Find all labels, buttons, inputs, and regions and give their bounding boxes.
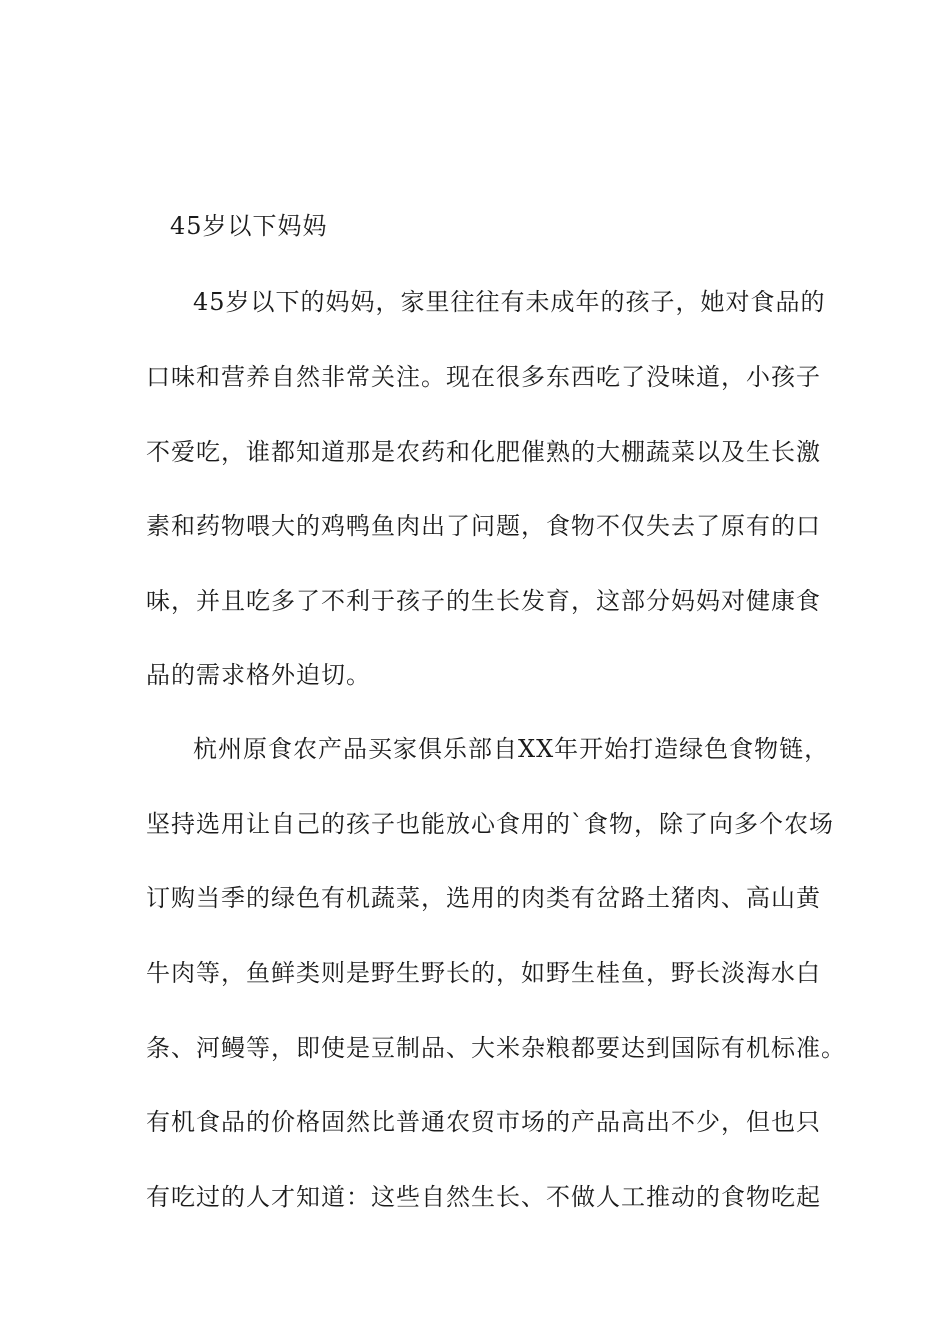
paragraph-1-line-4: 素和药物喂大的鸡鸭鱼肉出了问题，食物不仅失去了原有的口 (146, 512, 821, 540)
paragraph-2-line-4: 牛肉等，鱼鲜类则是野生野长的，如野生桂鱼，野长淡海水白 (146, 959, 821, 987)
paragraph-2-line-2: 坚持选用让自己的孩子也能放心食用的`食物，除了向多个农场 (146, 810, 834, 838)
paragraph-2-line-5: 条、河鳗等，即使是豆制品、大米杂粮都要达到国际有机标准。 (146, 1034, 846, 1062)
paragraph-2-line-3: 订购当季的绿色有机蔬菜，选用的肉类有岔路土猪肉、高山黄 (146, 884, 821, 912)
paragraph-1-line-2: 口味和营养自然非常关注。现在很多东西吃了没味道，小孩子 (146, 363, 821, 391)
paragraph-1-line-3: 不爱吃，谁都知道那是农药和化肥催熟的大棚蔬菜以及生长激 (146, 438, 821, 466)
paragraph-2-line-7: 有吃过的人才知道：这些自然生长、不做人工推动的食物吃起 (146, 1183, 821, 1211)
section-heading: 45岁以下妈妈 (170, 212, 328, 240)
paragraph-1-line-1: 45岁以下的妈妈，家里往往有未成年的孩子，她对食品的 (193, 288, 826, 316)
paragraph-1-line-6: 品的需求格外迫切。 (146, 661, 371, 689)
paragraph-1-line-5: 味，并且吃多了不利于孩子的生长发育，这部分妈妈对健康食 (146, 587, 821, 615)
paragraph-2-line-6: 有机食品的价格固然比普通农贸市场的产品高出不少，但也只 (146, 1108, 821, 1136)
paragraph-2-line-1: 杭州原食农产品买家俱乐部自XX年开始打造绿色食物链， (193, 735, 830, 763)
